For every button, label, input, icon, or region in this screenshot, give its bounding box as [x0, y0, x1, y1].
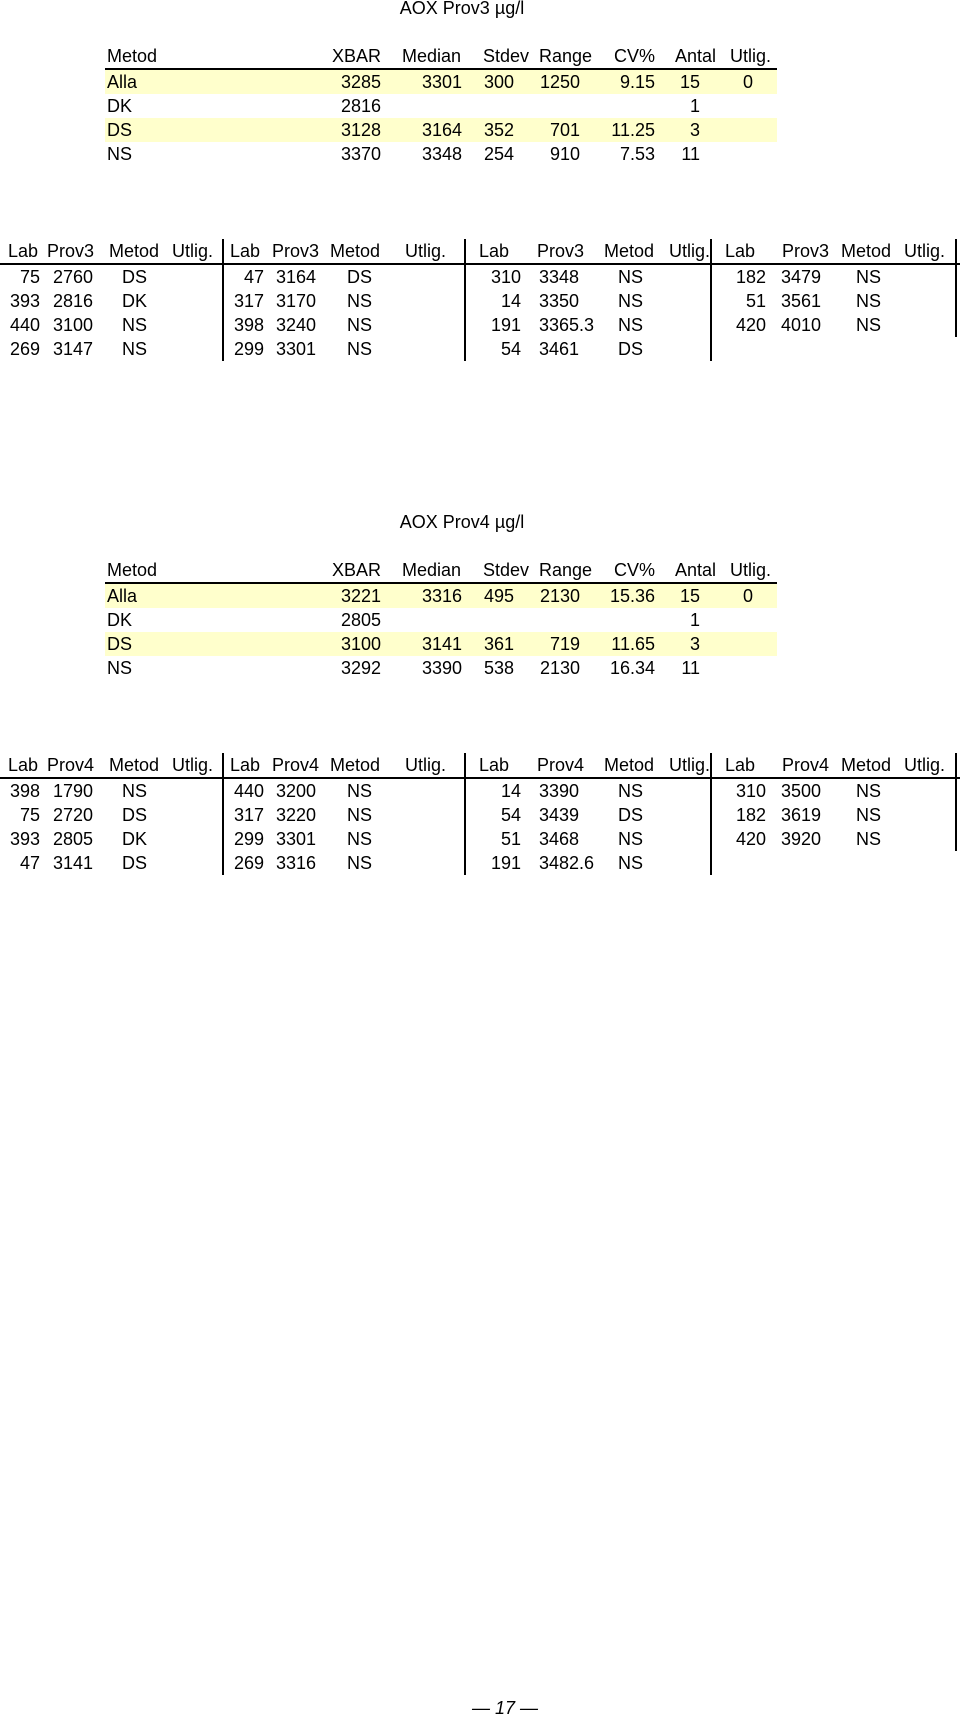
lab-cell: 3468 — [539, 829, 580, 849]
lab-header-cell: Prov3 — [47, 241, 95, 261]
summary-cell: NS — [107, 658, 133, 678]
lab-header-cell: Lab — [725, 241, 756, 261]
summary-header-cell: Metod — [107, 560, 158, 580]
lab-header-cell: Prov4 — [537, 755, 585, 775]
lab-cell: 440 — [233, 781, 264, 801]
summary-cell: 9.15 — [619, 72, 655, 92]
summary-cell: 2816 — [340, 96, 381, 116]
summary-cell: 3141 — [421, 634, 462, 654]
summary-cell: DS — [107, 120, 133, 140]
summary-header-cell: Stdev — [482, 560, 529, 580]
summary-header-cell: Antal — [674, 46, 716, 66]
summary-header-cell: CV% — [613, 560, 655, 580]
lab-cell: 299 — [233, 829, 264, 849]
lab-cell: DS — [122, 267, 148, 287]
summary-cell: 15.36 — [609, 586, 655, 606]
summary-cell: 15 — [679, 72, 700, 92]
page-number: — 17 — — [471, 1698, 539, 1718]
lab-header-cell: Prov4 — [782, 755, 830, 775]
lab-cell: 3439 — [539, 805, 580, 825]
column-separator — [955, 753, 957, 851]
lab-cell: 317 — [233, 805, 264, 825]
lab-cell: 269 — [9, 339, 40, 359]
summary-cell: 3285 — [340, 72, 381, 92]
lab-header-row — [0, 239, 960, 265]
summary-cell: 3370 — [340, 144, 381, 164]
lab-header-cell: Prov3 — [782, 241, 830, 261]
lab-row — [0, 851, 960, 875]
lab-cell: 3920 — [781, 829, 822, 849]
lab-row — [0, 289, 960, 313]
lab-cell: NS — [618, 781, 644, 801]
lab-header-row — [0, 753, 960, 779]
summary-header-cell: XBAR — [331, 560, 381, 580]
lab-cell: 54 — [500, 805, 521, 825]
lab-header-cell: Prov4 — [47, 755, 95, 775]
lab-header-cell: Metod — [604, 241, 655, 261]
summary-table — [105, 558, 777, 680]
lab-header-cell: Lab — [8, 755, 39, 775]
lab-header-cell: Metod — [330, 241, 381, 261]
lab-cell: DS — [618, 339, 644, 359]
summary-cell: DK — [107, 610, 133, 630]
lab-cell: NS — [618, 291, 644, 311]
lab-cell: NS — [856, 315, 882, 335]
summary-header-cell: Range — [538, 560, 592, 580]
lab-header-cell: Lab — [725, 755, 756, 775]
lab-cell: 14 — [500, 781, 521, 801]
summary-cell: 2805 — [340, 610, 381, 630]
summary-cell: 3128 — [340, 120, 381, 140]
summary-header-cell: CV% — [613, 46, 655, 66]
lab-cell: NS — [347, 315, 373, 335]
summary-row — [105, 632, 777, 656]
summary-cell: 701 — [549, 120, 580, 140]
lab-header-cell: Prov3 — [537, 241, 585, 261]
lab-cell: 182 — [735, 805, 766, 825]
lab-cell: NS — [347, 781, 373, 801]
lab-cell: 420 — [735, 315, 766, 335]
lab-cell: 3365.3 — [539, 315, 595, 335]
lab-header-cell: Utlig. — [904, 755, 946, 775]
summary-header-row — [105, 44, 777, 70]
lab-cell: NS — [122, 315, 148, 335]
lab-header-cell: Metod — [109, 241, 160, 261]
summary-cell: 3100 — [340, 634, 381, 654]
summary-cell: 361 — [483, 634, 514, 654]
lab-cell: 2720 — [53, 805, 94, 825]
lab-cell: 51 — [500, 829, 521, 849]
lab-header-cell: Metod — [841, 241, 892, 261]
lab-row — [0, 827, 960, 851]
lab-cell: DS — [347, 267, 373, 287]
lab-cell: NS — [618, 853, 644, 873]
lab-header-cell: Utlig. — [669, 241, 711, 261]
summary-cell: 495 — [483, 586, 514, 606]
lab-cell: 3147 — [53, 339, 94, 359]
lab-cell: NS — [856, 829, 882, 849]
lab-cell: 1790 — [53, 781, 94, 801]
lab-cell: 398 — [233, 315, 264, 335]
lab-cell: 310 — [735, 781, 766, 801]
summary-cell: 719 — [549, 634, 580, 654]
lab-header-cell: Metod — [841, 755, 892, 775]
lab-cell: 2760 — [53, 267, 94, 287]
summary-header-cell: Utlig. — [729, 46, 771, 66]
lab-cell: 54 — [500, 339, 521, 359]
summary-cell: 1 — [689, 96, 700, 116]
lab-cell: 3220 — [276, 805, 317, 825]
column-separator — [222, 753, 224, 875]
summary-header-cell: Metod — [107, 46, 158, 66]
summary-header-cell: Utlig. — [729, 560, 771, 580]
lab-header-cell: Lab — [230, 755, 261, 775]
summary-cell: 2130 — [539, 586, 580, 606]
summary-cell: 1250 — [539, 72, 580, 92]
lab-cell: DS — [122, 805, 148, 825]
lab-header-cell: Metod — [604, 755, 655, 775]
summary-table — [105, 44, 777, 166]
summary-cell: 910 — [549, 144, 580, 164]
summary-header-cell: Median — [401, 560, 461, 580]
lab-cell: 3500 — [781, 781, 822, 801]
lab-cell: 51 — [745, 291, 766, 311]
lab-cell: 3561 — [781, 291, 822, 311]
lab-cell: 3390 — [539, 781, 580, 801]
lab-cell: 3164 — [276, 267, 317, 287]
lab-header-cell: Utlig. — [172, 755, 214, 775]
lab-cell: 3200 — [276, 781, 317, 801]
summary-cell: Alla — [107, 586, 138, 606]
lab-header-cell: Utlig. — [405, 241, 447, 261]
summary-cell: 7.53 — [619, 144, 655, 164]
lab-cell: 75 — [19, 805, 40, 825]
lab-cell: 182 — [735, 267, 766, 287]
summary-cell: 300 — [483, 72, 514, 92]
summary-cell: DK — [107, 96, 133, 116]
summary-cell: 11 — [681, 144, 700, 164]
lab-header-cell: Metod — [330, 755, 381, 775]
lab-cell: 75 — [19, 267, 40, 287]
lab-cell: 317 — [233, 291, 264, 311]
lab-row — [0, 313, 960, 337]
lab-cell: NS — [856, 291, 882, 311]
lab-cell: NS — [347, 829, 373, 849]
lab-cell: NS — [618, 267, 644, 287]
lab-cell: NS — [122, 339, 148, 359]
lab-cell: 14 — [500, 291, 521, 311]
lab-header-cell: Utlig. — [669, 755, 711, 775]
lab-header-cell: Prov3 — [272, 241, 320, 261]
summary-cell: Alla — [107, 72, 138, 92]
summary-cell: 11 — [681, 658, 700, 678]
lab-cell: 3170 — [276, 291, 317, 311]
lab-cell: 420 — [735, 829, 766, 849]
lab-cell: 191 — [490, 853, 521, 873]
summary-row — [105, 94, 777, 118]
summary-cell: 0 — [742, 72, 753, 92]
lab-cell: 3482.6 — [539, 853, 595, 873]
lab-cell: 3141 — [53, 853, 94, 873]
lab-row — [0, 779, 960, 803]
summary-cell: 16.34 — [609, 658, 655, 678]
lab-cell: 393 — [9, 291, 40, 311]
summary-cell: 3292 — [340, 658, 381, 678]
column-separator — [955, 239, 957, 337]
column-separator — [222, 239, 224, 361]
summary-cell: 11.65 — [611, 634, 655, 654]
lab-header-cell: Utlig. — [904, 241, 946, 261]
lab-header-cell: Prov4 — [272, 755, 320, 775]
lab-header-cell: Metod — [109, 755, 160, 775]
lab-header-cell: Lab — [479, 755, 510, 775]
lab-results-table — [0, 753, 960, 875]
lab-cell: NS — [347, 805, 373, 825]
lab-cell: 269 — [233, 853, 264, 873]
lab-cell: 398 — [9, 781, 40, 801]
lab-cell: DK — [122, 829, 148, 849]
summary-header-cell: XBAR — [331, 46, 381, 66]
summary-row — [105, 608, 777, 632]
lab-cell: 2816 — [53, 291, 94, 311]
summary-cell: 3 — [689, 634, 700, 654]
lab-row — [0, 337, 960, 361]
lab-cell: DK — [122, 291, 148, 311]
summary-cell: 2130 — [539, 658, 580, 678]
summary-cell: 3316 — [421, 586, 462, 606]
summary-cell: 15 — [679, 586, 700, 606]
summary-row — [105, 142, 777, 166]
section-title: AOX Prov3 µg/l — [399, 0, 525, 18]
lab-cell: 310 — [490, 267, 521, 287]
summary-cell: 3164 — [421, 120, 462, 140]
lab-cell: NS — [856, 267, 882, 287]
lab-header-cell: Lab — [479, 241, 510, 261]
lab-cell: 3301 — [276, 339, 317, 359]
lab-cell: 3316 — [276, 853, 317, 873]
lab-cell: 47 — [243, 267, 264, 287]
lab-cell: NS — [856, 781, 882, 801]
summary-row — [105, 70, 777, 94]
column-separator — [464, 753, 466, 875]
lab-header-cell: Utlig. — [405, 755, 447, 775]
summary-cell: NS — [107, 144, 133, 164]
summary-cell: 0 — [742, 586, 753, 606]
section-title: AOX Prov4 µg/l — [399, 512, 525, 532]
lab-cell: 393 — [9, 829, 40, 849]
summary-cell: 3221 — [340, 586, 381, 606]
lab-cell: 3240 — [276, 315, 317, 335]
column-separator — [710, 239, 712, 361]
lab-cell: NS — [122, 781, 148, 801]
summary-cell: 3390 — [421, 658, 462, 678]
lab-row — [0, 803, 960, 827]
lab-cell: NS — [347, 339, 373, 359]
lab-cell: NS — [618, 315, 644, 335]
lab-header-cell: Utlig. — [172, 241, 214, 261]
lab-cell: 191 — [490, 315, 521, 335]
lab-cell: NS — [618, 829, 644, 849]
lab-cell: 3350 — [539, 291, 580, 311]
lab-cell: 4010 — [781, 315, 822, 335]
summary-cell: 1 — [689, 610, 700, 630]
lab-cell: 3348 — [539, 267, 580, 287]
summary-header-cell: Median — [401, 46, 461, 66]
lab-cell: NS — [856, 805, 882, 825]
lab-cell: NS — [347, 853, 373, 873]
summary-cell: 538 — [483, 658, 514, 678]
lab-cell: NS — [347, 291, 373, 311]
lab-results-table — [0, 239, 960, 361]
summary-cell: 352 — [483, 120, 514, 140]
summary-cell: 254 — [483, 144, 514, 164]
summary-cell: DS — [107, 634, 133, 654]
summary-header-cell: Antal — [674, 560, 716, 580]
summary-cell: 11.25 — [611, 120, 655, 140]
summary-row — [105, 584, 777, 608]
lab-cell: 47 — [19, 853, 40, 873]
summary-header-cell: Stdev — [482, 46, 529, 66]
column-separator — [464, 239, 466, 361]
lab-cell: 3461 — [539, 339, 580, 359]
summary-cell: 3301 — [421, 72, 462, 92]
lab-cell: 299 — [233, 339, 264, 359]
summary-header-row — [105, 558, 777, 584]
lab-cell: 3301 — [276, 829, 317, 849]
summary-cell: 3348 — [421, 144, 462, 164]
lab-cell: DS — [122, 853, 148, 873]
summary-row — [105, 118, 777, 142]
lab-cell: 2805 — [53, 829, 94, 849]
lab-cell: 3100 — [53, 315, 94, 335]
lab-header-cell: Lab — [8, 241, 39, 261]
summary-cell: 3 — [689, 120, 700, 140]
summary-header-cell: Range — [538, 46, 592, 66]
lab-row — [0, 265, 960, 289]
lab-cell: DS — [618, 805, 644, 825]
lab-header-cell: Lab — [230, 241, 261, 261]
summary-row — [105, 656, 777, 680]
lab-cell: 3479 — [781, 267, 822, 287]
column-separator — [710, 753, 712, 875]
lab-cell: 3619 — [781, 805, 822, 825]
lab-cell: 440 — [9, 315, 40, 335]
